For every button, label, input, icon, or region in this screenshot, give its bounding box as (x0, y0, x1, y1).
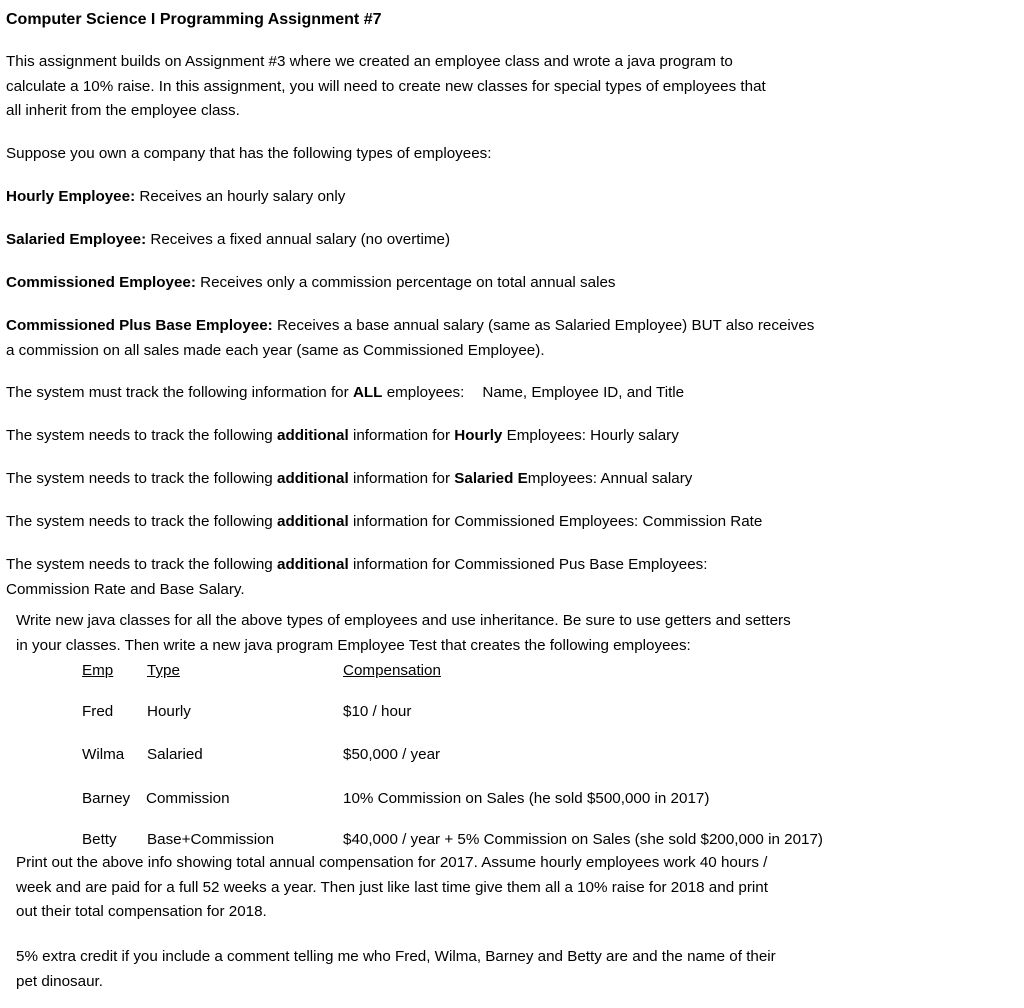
track-emphasis: additional (277, 556, 349, 573)
write-paragraph (16, 609, 791, 658)
track-text: Employees: Hourly salary (506, 427, 679, 444)
row-compensation: $50,000 / year (343, 746, 441, 763)
row-type: Base+Commission (147, 831, 275, 848)
track-plus-base (6, 553, 707, 602)
track-emphasis: additional (277, 427, 349, 444)
type-desc: Receives an hourly salary only (139, 188, 346, 205)
intro-line: all inherit from the employee class. (6, 102, 240, 119)
row-type: Salaried (147, 746, 203, 763)
print-line: out their total compensation for 2018. (16, 903, 267, 920)
track-text: mployees: Annual salary (527, 470, 693, 487)
row-compensation: $10 / hour (343, 703, 412, 720)
track-hourly (6, 424, 679, 449)
write-line: in your classes. Then write a new java program Employee Test that creates the following employees: (16, 636, 691, 654)
track-text-continued: Commission Rate and Base Salary. (6, 580, 245, 598)
type-desc: Receives a fixed annual salary (no overtime) (150, 231, 451, 248)
track-text: information for (352, 470, 451, 487)
print-line: week and are paid for a full 52 weeks a year. Then just like last time give them all a 10% raise for 2018 and print (16, 878, 768, 896)
intro-line: This assignment builds on Assignment #3 where we created an employee class and wrote a java program to (6, 53, 733, 70)
extra-line: 5% extra credit if you include a comment telling me who Fred, Wilma, Barney and Betty are and the name of their (16, 948, 776, 965)
track-text: The system needs to track the following (6, 556, 273, 573)
type-label: Commissioned Plus Base Employee: (6, 317, 273, 334)
track-text: employees: (386, 384, 465, 401)
track-all (6, 381, 684, 406)
track-salaried (6, 467, 692, 492)
type-label: Salaried Employee: (6, 231, 147, 248)
print-paragraph (16, 851, 768, 925)
track-emphasis: additional (277, 513, 349, 530)
row-type: Hourly (147, 703, 191, 720)
intro-line: calculate a 10% raise. In this assignment, you will need to create new classes for special types of employees that (6, 77, 766, 95)
row-compensation: $40,000 / year + 5% Commission on Sales (she sold $200,000 in 2017) (343, 831, 823, 848)
type-label: Commissioned Employee: (6, 274, 196, 291)
type-plus-base (6, 314, 814, 363)
track-text: The system must track the following information for (6, 384, 349, 401)
extra-credit-paragraph (16, 945, 776, 994)
print-line: Print out the above info showing total annual compensation for 2017. Assume hourly employees work 40 hours / (16, 854, 768, 871)
type-commissioned (6, 271, 615, 296)
row-compensation: 10% Commission on Sales (he sold $500,000 in 2017) (343, 790, 710, 807)
type-desc: Receives a base annual salary (same as Salaried Employee) BUT also receives (276, 317, 815, 334)
header-emp: Emp (82, 662, 114, 679)
header-compensation: Compensation (343, 662, 441, 679)
intro-paragraph (6, 50, 766, 124)
track-text: The system needs to track the following (6, 513, 273, 530)
header-type: Type (147, 662, 180, 679)
track-emphasis: Salaried E (454, 470, 528, 487)
track-text: The system needs to track the following (6, 427, 273, 444)
track-emphasis: additional (277, 470, 349, 487)
track-emphasis: ALL (352, 384, 383, 401)
track-emphasis: Hourly (454, 427, 503, 444)
track-fields: Name, Employee ID, and Title (482, 384, 685, 401)
track-text: information for Commissioned Employees: Commission Rate (352, 513, 763, 530)
row-emp: Fred (82, 703, 114, 720)
type-desc: Receives only a commission percentage on total annual sales (200, 274, 616, 291)
track-text: information for Commissioned Pus Base Employees: (352, 556, 708, 573)
track-commissioned (6, 510, 762, 535)
extra-line: pet dinosaur. (16, 972, 103, 990)
write-line: Write new java classes for all the above types of employees and use inheritance. Be sure to use getters and setters (16, 612, 791, 629)
type-salaried (6, 228, 450, 253)
type-hourly (6, 185, 345, 210)
type-label: Hourly Employee: (6, 188, 136, 205)
row-emp: Barney (82, 790, 131, 807)
suppose-text: Suppose you own a company that has the following types of employees: (6, 145, 492, 162)
track-text: The system needs to track the following (6, 470, 273, 487)
page-title: Computer Science I Programming Assignment #7 (6, 11, 382, 28)
row-emp: Wilma (82, 746, 125, 763)
row-emp: Betty (82, 831, 117, 848)
type-desc-continued: a commission on all sales made each year (same as Commissioned Employee). (6, 341, 545, 359)
row-type: Commission (146, 790, 230, 807)
track-text: information for (352, 427, 451, 444)
